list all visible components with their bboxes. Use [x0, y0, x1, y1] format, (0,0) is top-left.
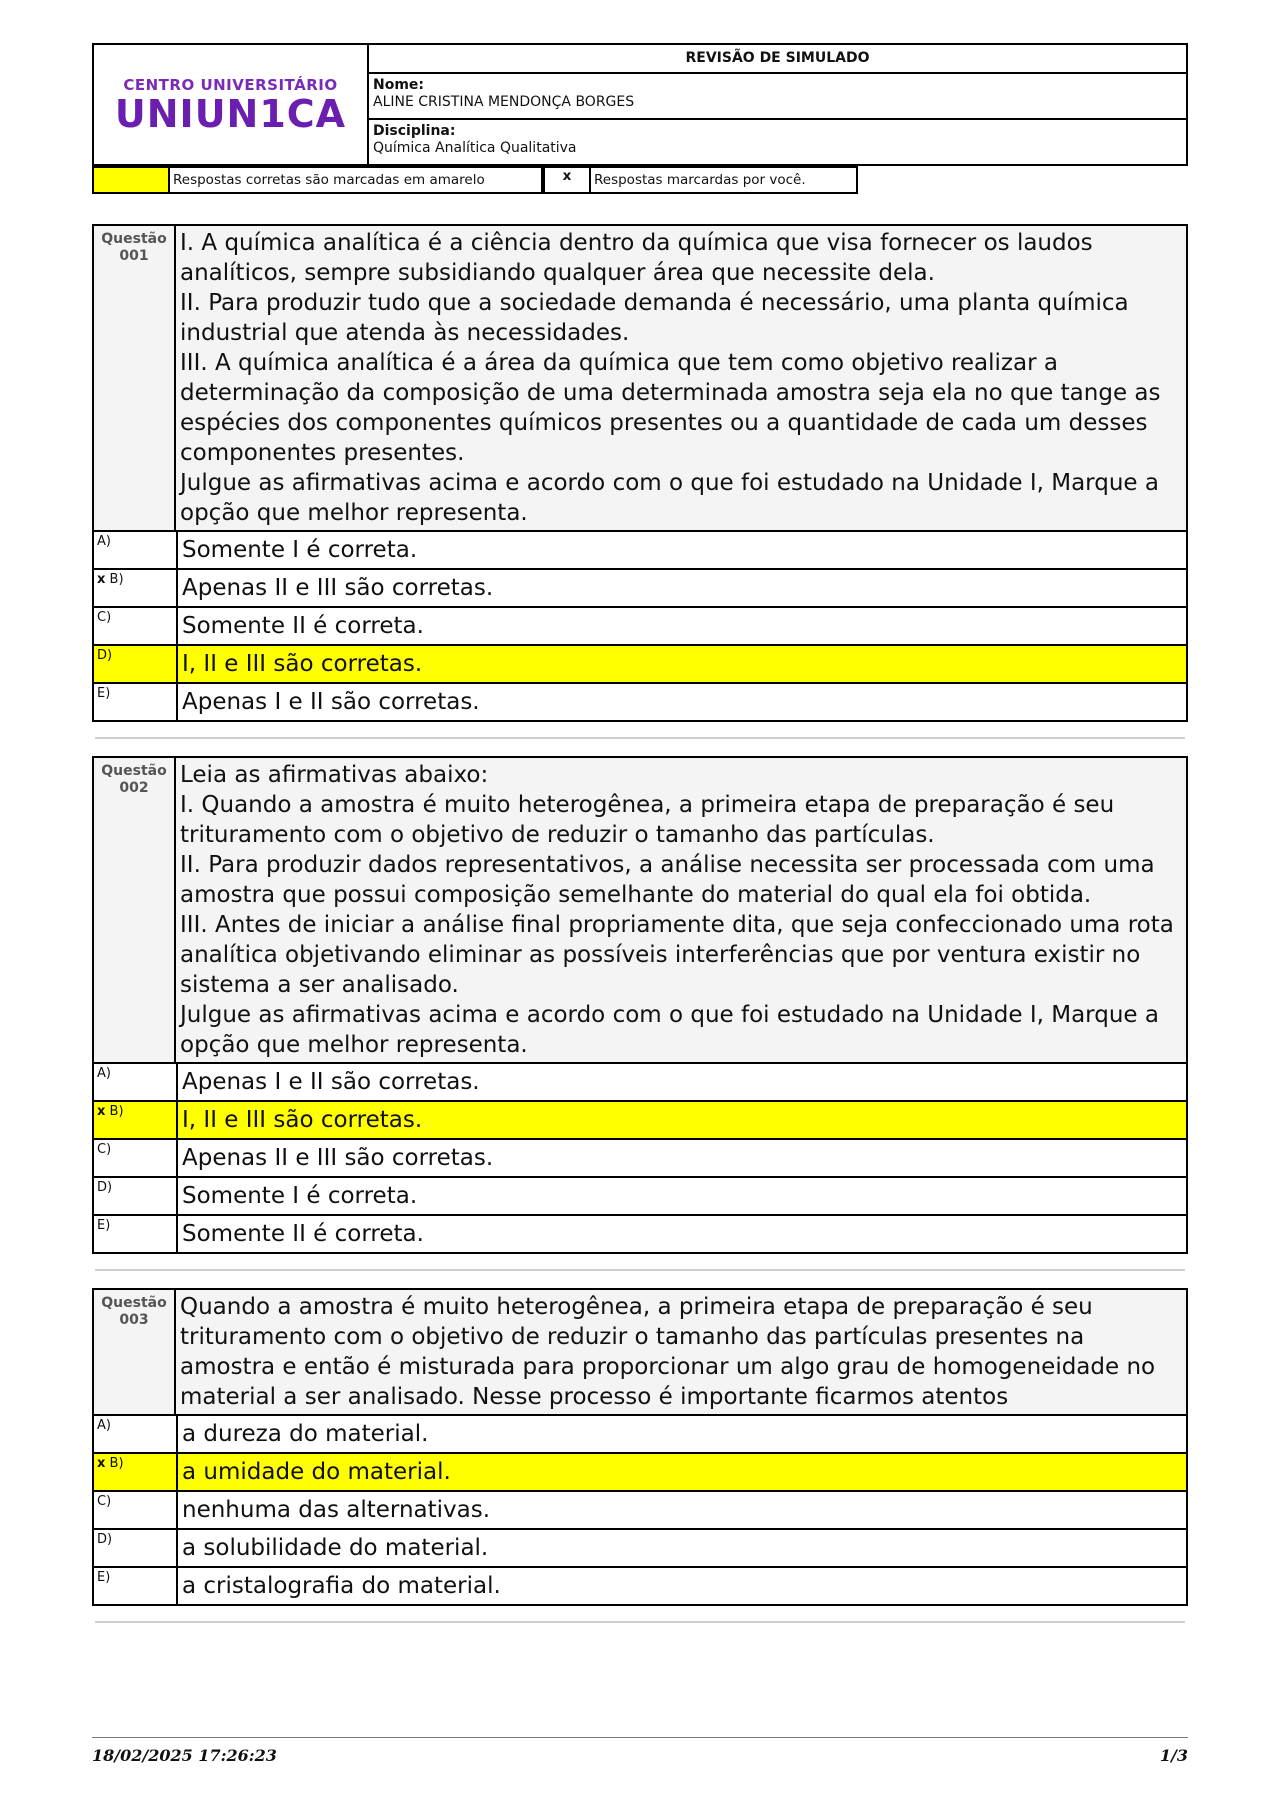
option-letter: D): [97, 648, 113, 663]
logo-subtitle: CENTRO UNIVERSITÁRIO: [123, 76, 338, 94]
question-number: [94, 1290, 176, 1414]
answer-option[interactable]: [94, 1566, 1186, 1604]
question-label: Questão: [101, 1295, 167, 1311]
option-letter: B): [109, 1456, 124, 1471]
answer-option[interactable]: [94, 1452, 1186, 1490]
answer-option[interactable]: [94, 1416, 1186, 1452]
option-letter: B): [109, 572, 124, 587]
option-letter: E): [97, 1570, 111, 1585]
question-number: [94, 758, 176, 1062]
discipline-row: [369, 118, 1186, 164]
question-number-value: 002: [119, 780, 149, 796]
answer-option[interactable]: [94, 568, 1186, 606]
option-text: Somente I é correta.: [182, 537, 418, 563]
option-letter-cell: [94, 532, 178, 568]
question-header: [94, 758, 1186, 1064]
legend-marked-text: Respostas marcardas por você.: [591, 166, 858, 194]
option-letter-cell: [94, 1530, 178, 1566]
option-letter: A): [97, 1418, 111, 1433]
question-number-value: 003: [119, 1312, 149, 1328]
option-text: I, II e III são corretas.: [182, 1107, 423, 1133]
answer-option[interactable]: [94, 1100, 1186, 1138]
option-text: a umidade do material.: [182, 1459, 451, 1485]
question-table: [92, 224, 1188, 722]
legend: [92, 166, 858, 194]
print-timestamp: 18/02/2025 17:26:23: [92, 1746, 277, 1765]
selected-mark: x: [97, 572, 106, 587]
question-number-value: 001: [119, 248, 149, 264]
option-letter: A): [97, 534, 111, 549]
question-table: [92, 1288, 1188, 1606]
option-letter-cell: [94, 1140, 178, 1176]
question-block: [92, 1288, 1188, 1623]
question-separator: [95, 1621, 1185, 1623]
option-text: Somente II é correta.: [182, 1221, 424, 1247]
option-letter-cell: [94, 1216, 178, 1252]
option-letter-cell: [94, 608, 178, 644]
option-text: I, II e III são corretas.: [182, 651, 423, 677]
legend-mark: x: [543, 166, 591, 194]
option-letter: C): [97, 610, 112, 625]
option-text: nenhuma das alternativas.: [182, 1497, 491, 1523]
selected-mark: x: [97, 1456, 106, 1471]
answer-option[interactable]: [94, 532, 1186, 568]
option-text: Apenas II e III são corretas.: [182, 575, 494, 601]
answer-option[interactable]: [94, 644, 1186, 682]
legend-correct-text: Respostas corretas são marcadas em amarelo: [170, 166, 543, 194]
question-header: [94, 1290, 1186, 1416]
question-label: Questão: [101, 231, 167, 247]
question-label: Questão: [101, 763, 167, 779]
option-letter-cell: [94, 1416, 178, 1452]
option-letter: E): [97, 1218, 111, 1233]
answer-option[interactable]: [94, 1176, 1186, 1214]
question-number: [94, 226, 176, 530]
option-letter: B): [109, 1104, 124, 1119]
option-letter-cell: [94, 1178, 178, 1214]
option-letter: E): [97, 686, 111, 701]
option-text: Apenas II e III são corretas.: [182, 1145, 494, 1171]
option-letter-cell: [94, 684, 178, 720]
option-text: a dureza do material.: [182, 1421, 429, 1447]
university-logo: [94, 45, 369, 164]
option-letter: D): [97, 1532, 113, 1547]
option-text: Somente I é correta.: [182, 1183, 418, 1209]
option-letter-cell: [94, 1454, 178, 1490]
question-block: [92, 756, 1188, 1271]
question-text: Leia as afirmativas abaixo: I. Quando a amostra é muito heterogênea, a primeira etapa de preparação é seu trituramento com o objetivo de reduzir o tamanho das partículas. II. Para produzir dados representativos, a análise necessita ser processada com uma amostra que possui composição semelhante do material do qual ela foi obtida. III. Antes de iniciar a análise final propriamente dita, que seja confeccionado uma rota analítica objetivando eliminar as possíveis interferências que por ventura existir no sistema a ser analisado. Julgue as afirmativas acima e acordo com o que foi estudado na Unidade I, Marque a opção que melhor representa.: [180, 762, 1174, 1058]
option-letter-cell: [94, 1102, 178, 1138]
answer-option[interactable]: [94, 1064, 1186, 1100]
name-label: Nome:: [373, 77, 425, 93]
question-separator: [95, 1269, 1185, 1271]
answer-option[interactable]: [94, 682, 1186, 720]
option-letter: A): [97, 1066, 111, 1081]
question-text: Quando a amostra é muito heterogênea, a primeira etapa de preparação é seu trituramento com o objetivo de reduzir o tamanho das partículas presentes na amostra e então é misturada para proporcionar um algo grau de homogeneidade no material a ser analisado. Nesse processo é importante ficarmos atentos: [180, 1294, 1156, 1410]
question-header: [94, 226, 1186, 532]
correct-swatch: [92, 166, 170, 194]
option-letter: D): [97, 1180, 113, 1195]
question-block: [92, 224, 1188, 739]
option-letter-cell: [94, 570, 178, 606]
answer-option[interactable]: [94, 1490, 1186, 1528]
option-text: a solubilidade do material.: [182, 1535, 489, 1561]
question-table: [92, 756, 1188, 1254]
discipline-name: Química Analítica Qualitativa: [373, 140, 577, 156]
option-letter-cell: [94, 646, 178, 682]
page-number: 1/3: [1159, 1746, 1188, 1765]
option-letter-cell: [94, 1568, 178, 1604]
discipline-label: Disciplina:: [373, 123, 456, 139]
question-separator: [95, 737, 1185, 739]
option-text: Apenas I e II são corretas.: [182, 689, 480, 715]
page-footer: [92, 1737, 1188, 1765]
student-name-row: [369, 74, 1186, 118]
option-letter-cell: [94, 1492, 178, 1528]
student-name: ALINE CRISTINA MENDONÇA BORGES: [373, 94, 635, 110]
answer-option[interactable]: [94, 1214, 1186, 1252]
logo-wordmark: UNIUN1CA: [114, 92, 347, 136]
selected-mark: x: [97, 1104, 106, 1119]
answer-option[interactable]: [94, 1528, 1186, 1566]
option-text: a cristalografia do material.: [182, 1573, 501, 1599]
option-text: Somente II é correta.: [182, 613, 424, 639]
option-letter: C): [97, 1494, 112, 1509]
exam-header: [92, 43, 1188, 166]
page-title: REVISÃO DE SIMULADO: [369, 45, 1186, 74]
option-text: Apenas I e II são corretas.: [182, 1069, 480, 1095]
question-text: I. A química analítica é a ciência dentro da química que visa fornecer os laudos analíticos, sempre subsidiando qualquer área que necessite dela. II. Para produzir tudo que a sociedade demanda é necessário, uma planta química industrial que atenda às necessidades. III. A química analítica é a área da química que tem como objetivo realizar a determinação da composição de uma determinada amostra seja ela no que tange as espécies dos componentes químicos presentes ou a quantidade de cada um desses componentes presentes. Julgue as afirmativas acima e acordo com o que foi estudado na Unidade I, Marque a opção que melhor representa.: [180, 230, 1161, 526]
answer-option[interactable]: [94, 606, 1186, 644]
option-letter: C): [97, 1142, 112, 1157]
answer-option[interactable]: [94, 1138, 1186, 1176]
header-info: [369, 45, 1186, 164]
option-letter-cell: [94, 1064, 178, 1100]
